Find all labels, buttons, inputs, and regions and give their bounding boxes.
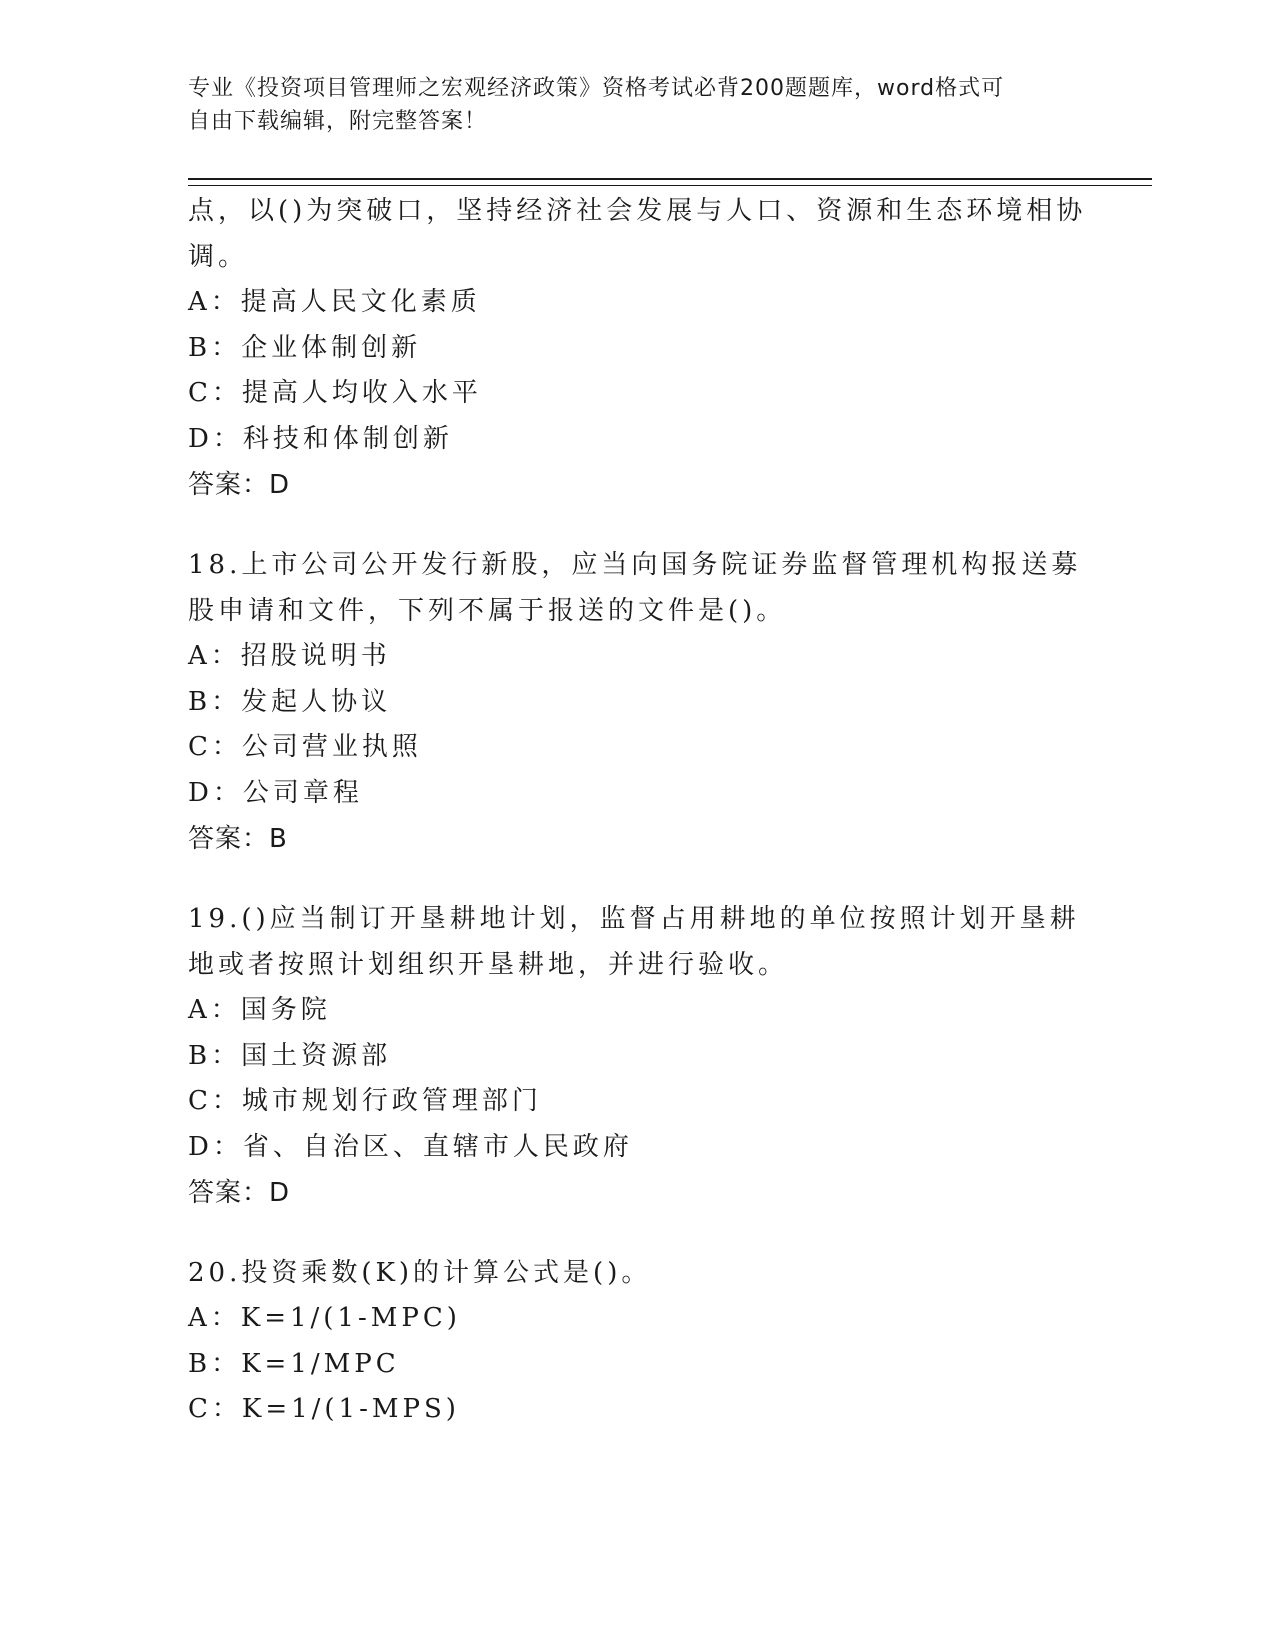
option-a: A：国务院 <box>188 995 331 1025</box>
answer-line: 答案：B <box>188 824 288 854</box>
question-19 <box>188 896 1088 1216</box>
option-list <box>188 280 1088 462</box>
option-c: C：提高人均收入水平 <box>188 378 482 408</box>
answer-line: 答案：D <box>188 1178 291 1208</box>
question-list <box>188 188 1088 1467</box>
option-list <box>188 988 1088 1170</box>
question-text: 19.()应当制订开垦耕地计划，监督占用耕地的单位按照计划开垦耕地或者按照计划组织开垦耕地，并进行验收。 <box>188 904 1080 980</box>
header-title-line-2: 自由下载编辑，附完整答案！ <box>188 109 488 134</box>
question-text: 点，以()为突破口，坚持经济社会发展与人口、资源和生态环境相协调。 <box>188 196 1087 272</box>
option-c: C：城市规划行政管理部门 <box>188 1086 542 1116</box>
question-17-continued <box>188 188 1088 508</box>
answer-line: 答案：D <box>188 470 291 500</box>
question-text: 18.上市公司公开发行新股，应当向国务院证券监督管理机构报送募股申请和文件，下列不属于报送的文件是()。 <box>188 550 1082 626</box>
option-a: A：K=1/(1-MPC) <box>188 1303 461 1333</box>
option-b: B：K=1/MPC <box>188 1348 400 1379</box>
option-list <box>188 1296 1088 1433</box>
option-a: A：招股说明书 <box>188 641 391 671</box>
document-header <box>188 72 1068 138</box>
question-18 <box>188 542 1088 862</box>
option-a: A：提高人民文化素质 <box>188 287 481 317</box>
option-d: D：省、自治区、直辖市人民政府 <box>188 1131 633 1162</box>
question-text: 20.投资乘数(K)的计算公式是()。 <box>188 1258 652 1288</box>
option-b: B：企业体制创新 <box>188 332 422 363</box>
header-title-line-1: 专业《投资项目管理师之宏观经济政策》资格考试必背200题题库，word格式可 <box>188 76 1005 101</box>
option-c: C：公司营业执照 <box>188 732 422 762</box>
option-b: B：发起人协议 <box>188 686 392 717</box>
question-20 <box>188 1250 1088 1433</box>
option-d: D：公司章程 <box>188 777 363 808</box>
option-b: B：国土资源部 <box>188 1040 392 1071</box>
option-list <box>188 634 1088 816</box>
option-c: C：K=1/(1-MPS) <box>188 1394 460 1424</box>
option-d: D：科技和体制创新 <box>188 423 453 454</box>
header-divider <box>188 178 1152 186</box>
